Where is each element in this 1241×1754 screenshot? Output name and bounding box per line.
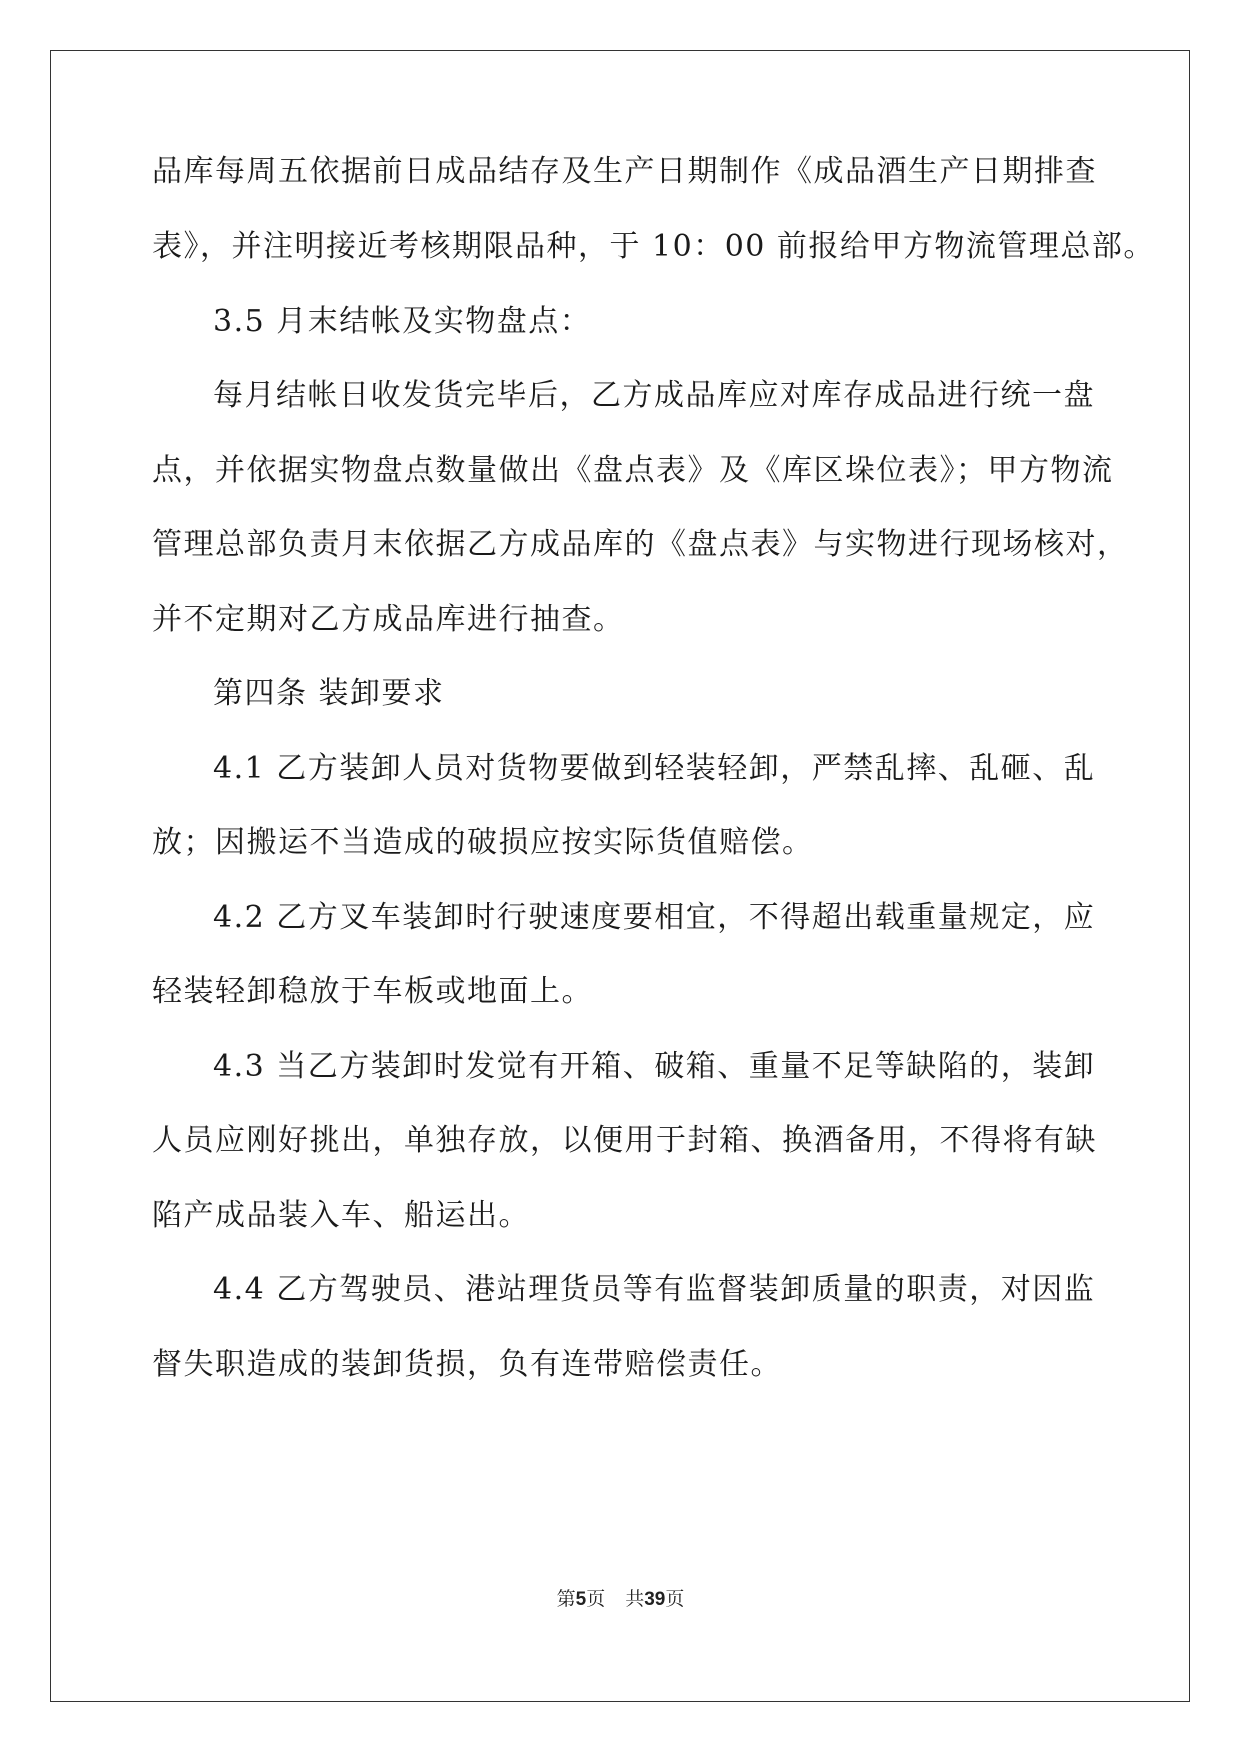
footer-total-suffix: 页 bbox=[665, 1589, 685, 1610]
text-line: 4.3 当乙方装卸时发觉有开箱、破箱、重量不足等缺陷的，装卸 bbox=[213, 1049, 1096, 1084]
text-line: 督失职造成的装卸货损，负有连带赔偿责任。 bbox=[152, 1347, 782, 1382]
text-line: 点，并依据实物盘点数量做出《盘点表》及《库区垛位表》；甲方物流 bbox=[152, 453, 1114, 488]
text-line: 4.4 乙方驾驶员、港站理货员等有监督装卸质量的职责，对因监 bbox=[213, 1272, 1096, 1307]
page-footer bbox=[0, 1588, 1241, 1612]
text-line: 轻装轻卸稳放于车板或地面上。 bbox=[152, 974, 593, 1009]
text-line: 并不定期对乙方成品库进行抽查。 bbox=[152, 602, 625, 637]
text-line: 品库每周五依据前日成品结存及生产日期制作《成品酒生产日期排查 bbox=[152, 154, 1097, 189]
text-line: 4.1 乙方装卸人员对货物要做到轻装轻卸，严禁乱摔、乱砸、乱 bbox=[213, 751, 1096, 786]
footer-prefix: 第 bbox=[556, 1589, 576, 1610]
footer-total-prefix: 共 bbox=[625, 1589, 645, 1610]
footer-page-suffix: 页 bbox=[586, 1589, 606, 1610]
total-pages: 39 bbox=[644, 1589, 666, 1610]
text-line: 人员应刚好挑出，单独存放，以便用于封箱、换酒备用，不得将有缺 bbox=[152, 1123, 1097, 1158]
page-number: 5 bbox=[575, 1589, 587, 1610]
text-line: 4.2 乙方叉车装卸时行驶速度要相宜，不得超出载重量规定，应 bbox=[213, 900, 1096, 935]
section-heading: 3.5 月末结帐及实物盘点： bbox=[213, 304, 592, 339]
text-line: 管理总部负责月末依据乙方成品库的《盘点表》与实物进行现场核对， bbox=[152, 527, 1129, 562]
text-line: 放；因搬运不当造成的破损应按实际货值赔偿。 bbox=[152, 825, 814, 860]
text-line: 每月结帐日收发货完毕后，乙方成品库应对库存成品进行统一盘 bbox=[213, 378, 1095, 413]
text-line: 陷产成品装入车、船运出。 bbox=[152, 1198, 530, 1233]
page-border bbox=[50, 50, 1190, 1702]
text-line: 表》，并注明接近考核期限品种，于 10：00 前报给甲方物流管理总部。 bbox=[152, 229, 1155, 264]
article-heading: 第四条 装卸要求 bbox=[213, 676, 445, 711]
